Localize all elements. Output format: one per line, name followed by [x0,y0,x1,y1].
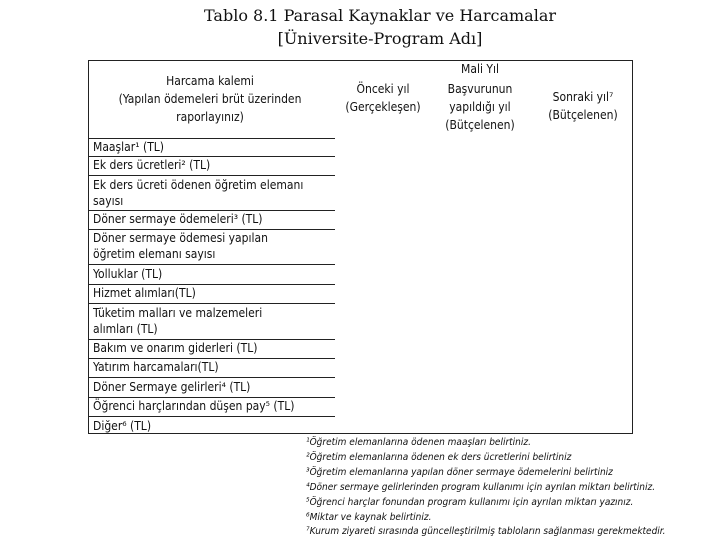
next-year-header: Sonraki yıl⁷ (Bütçelenen) [548,90,618,122]
row-label-investment: Yatırım harcamaları(TL) [93,360,219,374]
row-separator [88,377,335,378]
row-separator [88,416,335,417]
fiscal-year-header: Mali Yıl [461,62,499,76]
row-separator [88,138,335,139]
row-separator [88,210,335,211]
row-label-revolving-fund-payments: Döner sermaye ödemeleri³ (TL) [93,212,263,226]
row-label-service-purchases: Hizmet alımları(TL) [93,286,196,300]
row-label-revolving-fund-income: Döner Sermaye gelirleri⁴ (TL) [93,380,251,394]
row-separator [88,156,335,157]
row-label-salaries: Maaşlar¹ (TL) [93,140,165,154]
row-separator [88,397,335,398]
footnote: ⁵Öğrenci harçlar fonundan program kullanımı için ayrılan miktarı yazınız. [306,497,634,508]
row-separator [88,264,335,265]
row-label-revolving-fund-staff-count: Döner sermaye ödemesi yapılan öğretim elemanı sayısı [93,231,268,261]
footnote: ²Öğretim elemanlarına ödenen ek ders ücretlerini belirtiniz [306,452,572,463]
footnote: ⁷Kurum ziyareti sırasında güncelleştirilmiş tabloların sağlanması gerekmektedir. [306,526,666,537]
row-separator [88,358,335,359]
row-label-consumables: Tüketim malları ve malzemeleri alımları (TL) [93,306,263,336]
row-label-extra-lesson-fees: Ek ders ücretleri² (TL) [93,158,211,172]
application-year-header: Başvurunun yapıldığı yıl (Bütçelenen) [445,82,515,132]
previous-year-header: Önceki yıl (Gerçekleşen) [345,82,421,114]
table-subtitle: [Üniversite-Program Adı] [277,29,483,48]
row-separator [88,339,335,340]
row-separator [88,284,335,285]
row-separator [88,303,335,304]
row-label-extra-lesson-staff-count: Ek ders ücreti ödenen öğretim elemanı sayısı [93,178,304,208]
row-label-maintenance: Bakım ve onarım giderleri (TL) [93,341,258,355]
table-title: Tablo 8.1 Parasal Kaynaklar ve Harcamalar [203,6,556,25]
footnote: ³Öğretim elemanlarına yapılan döner sermaye ödemelerini belirtiniz [306,467,613,478]
row-label-other: Diğer⁶ (TL) [93,419,152,433]
footnote: ⁴Döner sermaye gelirlerinden program kullanımı için ayrılan miktarı belirtiniz. [306,482,656,493]
row-label-student-fees-share: Öğrenci harçlarından düşen pay⁵ (TL) [93,399,295,413]
footnote: ¹Öğretim elemanlarına ödenen maaşları belirtiniz. [306,437,531,448]
item-column-header: Harcama kalemi (Yapılan ödemeleri brüt üzerinden raporlayınız) [118,74,302,124]
row-separator [88,229,335,230]
row-label-travel-allowances: Yolluklar (TL) [93,267,163,281]
row-separator [88,175,335,176]
footnote: ⁶Miktar ve kaynak belirtiniz. [306,512,432,523]
